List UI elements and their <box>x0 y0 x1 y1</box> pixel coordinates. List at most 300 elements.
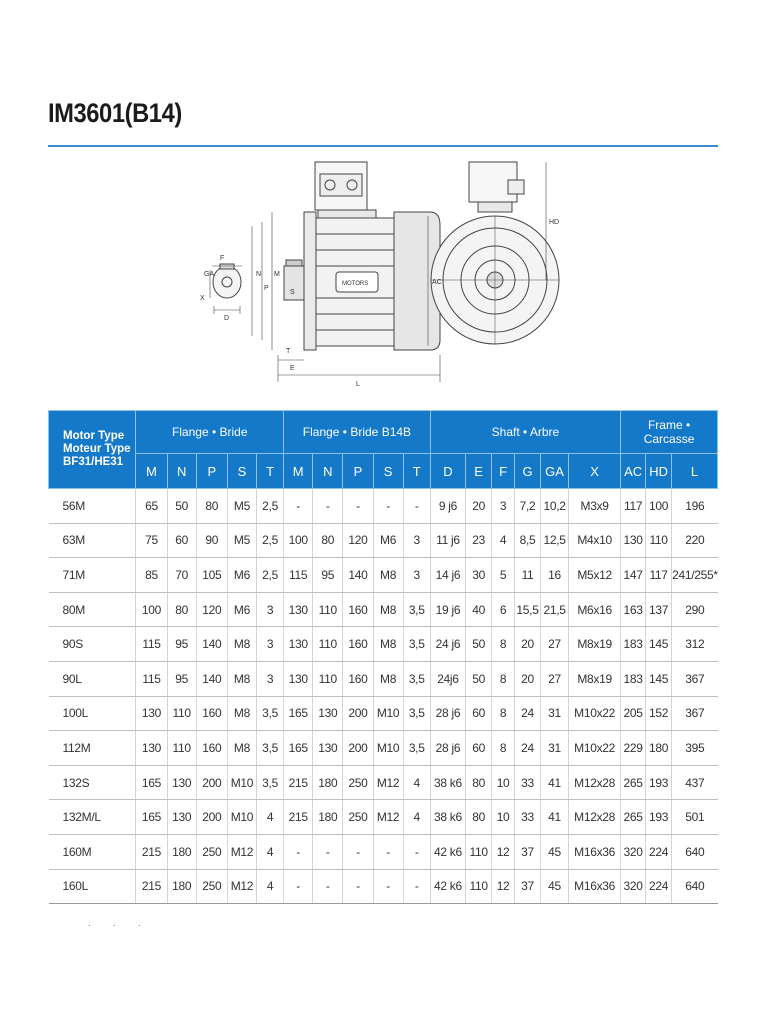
dim-label-f: F <box>220 255 225 262</box>
table-cell: 14 j6 <box>430 558 465 593</box>
table-cell: M6x16 <box>569 592 621 627</box>
motor-type-line: Motor Type <box>63 430 125 442</box>
table-cell: 193 <box>646 765 672 800</box>
table-cell: 70 <box>167 558 196 593</box>
table-cell: M16x36 <box>569 869 621 904</box>
table-cell: 145 <box>646 627 672 662</box>
table-cell: 10 <box>492 765 515 800</box>
table-cell: M10 <box>227 800 256 835</box>
motor-type-cell: 90L <box>49 661 136 696</box>
table-cell: 8 <box>492 696 515 731</box>
table-cell: 3,5 <box>403 592 430 627</box>
motor-type-cell: 160M <box>49 834 136 869</box>
table-cell: 95 <box>313 558 343 593</box>
table-cell: 200 <box>343 696 373 731</box>
table-cell: 3,5 <box>403 627 430 662</box>
table-cell: 145 <box>646 661 672 696</box>
table-cell: 110 <box>167 696 196 731</box>
table-cell: 2,5 <box>257 558 284 593</box>
table-group-header-row <box>49 411 718 454</box>
dim-label-s: S <box>290 289 295 296</box>
motor-type-cell: 160L <box>49 869 136 904</box>
table-cell: 220 <box>672 523 718 558</box>
column-header: M <box>284 454 313 489</box>
table-cell: 140 <box>196 661 227 696</box>
table-cell: 4 <box>492 523 515 558</box>
table-cell: 250 <box>196 834 227 869</box>
column-header: N <box>167 454 196 489</box>
table-cell: 367 <box>672 696 718 731</box>
table-cell: 3 <box>257 592 284 627</box>
table-row <box>49 696 718 731</box>
table-cell: 15,5 <box>515 592 541 627</box>
table-cell: 20 <box>515 627 541 662</box>
table-cell: 60 <box>167 523 196 558</box>
table-cell: M12 <box>373 765 403 800</box>
table-cell: 130 <box>313 731 343 766</box>
table-row <box>49 627 718 662</box>
table-cell: 224 <box>646 834 672 869</box>
table-cell: 24j6 <box>430 661 465 696</box>
table-cell: 28 j6 <box>430 696 465 731</box>
table-cell: 31 <box>541 696 569 731</box>
column-header: M <box>136 454 167 489</box>
table-cell: M12 <box>373 800 403 835</box>
table-cell: 165 <box>136 765 167 800</box>
table-cell: M12 <box>227 869 256 904</box>
table-cell: 3,5 <box>403 661 430 696</box>
table-column-header-row <box>49 454 718 489</box>
table-cell: 265 <box>621 765 646 800</box>
column-header: GA <box>541 454 569 489</box>
motor-type-cell: 100L <box>49 696 136 731</box>
table-cell: 105 <box>196 558 227 593</box>
table-row <box>49 489 718 524</box>
table-cell: 8,5 <box>515 523 541 558</box>
table-cell: 24 j6 <box>430 627 465 662</box>
table-cell: 320 <box>621 834 646 869</box>
dim-label-p: P <box>264 285 269 292</box>
table-cell: 100 <box>646 489 672 524</box>
table-cell: 640 <box>672 869 718 904</box>
table-cell: 45 <box>541 869 569 904</box>
table-cell: 165 <box>136 800 167 835</box>
table-cell: 85 <box>136 558 167 593</box>
column-header: P <box>343 454 373 489</box>
table-cell: 4 <box>257 834 284 869</box>
motor-type-cell: 80M <box>49 592 136 627</box>
table-cell: 130 <box>136 696 167 731</box>
table-cell: 130 <box>136 731 167 766</box>
dim-label-hd: HD <box>549 219 560 226</box>
table-cell: 3 <box>257 627 284 662</box>
table-cell: 50 <box>466 627 492 662</box>
table-cell: 120 <box>343 523 373 558</box>
table-cell: 30 <box>466 558 492 593</box>
table-cell: 183 <box>621 627 646 662</box>
table-cell: 4 <box>403 765 430 800</box>
table-cell: 250 <box>343 765 373 800</box>
table-cell: - <box>313 489 343 524</box>
table-cell: 100 <box>136 592 167 627</box>
table-cell: M8x19 <box>569 661 621 696</box>
table-cell: 24 <box>515 731 541 766</box>
table-cell: M8 <box>373 661 403 696</box>
table-cell: 20 <box>466 489 492 524</box>
table-cell: 110 <box>466 869 492 904</box>
table-cell: 42 k6 <box>430 834 465 869</box>
table-cell: 130 <box>284 661 313 696</box>
table-cell: 117 <box>621 489 646 524</box>
table-cell: 110 <box>313 592 343 627</box>
shaft-end-view <box>210 264 242 314</box>
table-cell: 40 <box>466 592 492 627</box>
dim-label-d: D <box>224 315 230 322</box>
table-cell: - <box>343 869 373 904</box>
table-cell: 130 <box>313 696 343 731</box>
table-cell: 8 <box>492 627 515 662</box>
table-cell: 80 <box>466 800 492 835</box>
table-cell: M8x19 <box>569 627 621 662</box>
table-cell: 80 <box>196 489 227 524</box>
column-header: T <box>257 454 284 489</box>
table-row <box>49 661 718 696</box>
table-cell: 4 <box>257 869 284 904</box>
dim-label-n: N <box>256 271 262 278</box>
table-cell: 193 <box>646 800 672 835</box>
table-cell: 120 <box>196 592 227 627</box>
table-cell: 11 <box>515 558 541 593</box>
dim-label-e: E <box>290 365 295 372</box>
motor-type-cell: 112M <box>49 731 136 766</box>
table-cell: 115 <box>284 558 313 593</box>
table-cell: - <box>313 834 343 869</box>
table-cell: - <box>403 489 430 524</box>
table-cell: 60 <box>466 731 492 766</box>
table-row <box>49 834 718 869</box>
motor-type-cell: 56M <box>49 489 136 524</box>
table-cell: M16x36 <box>569 834 621 869</box>
dim-label-l: L <box>356 381 360 388</box>
table-cell: 95 <box>167 661 196 696</box>
column-header: N <box>313 454 343 489</box>
table-cell: 31 <box>541 731 569 766</box>
table-cell: 41 <box>541 800 569 835</box>
table-cell: - <box>403 834 430 869</box>
table-cell: 37 <box>515 834 541 869</box>
table-cell: 130 <box>621 523 646 558</box>
table-cell: M8 <box>227 627 256 662</box>
table-cell: 4 <box>403 800 430 835</box>
table-cell: 80 <box>313 523 343 558</box>
table-cell: - <box>313 869 343 904</box>
table-cell: 200 <box>343 731 373 766</box>
table-cell: 115 <box>136 627 167 662</box>
table-cell: M12x28 <box>569 800 621 835</box>
table-cell: 37 <box>515 869 541 904</box>
table-row <box>49 523 718 558</box>
table-cell: M8 <box>373 558 403 593</box>
dim-label-x: X <box>200 295 205 302</box>
column-header: E <box>466 454 492 489</box>
table-cell: 27 <box>541 661 569 696</box>
table-cell: 215 <box>284 800 313 835</box>
footer-marks: . . . <box>88 918 151 928</box>
table-row <box>49 800 718 835</box>
table-cell: 110 <box>313 627 343 662</box>
table-cell: 8 <box>492 731 515 766</box>
motor-type-line: BF31/HE31 <box>63 456 124 468</box>
table-cell: - <box>373 869 403 904</box>
table-cell: 180 <box>167 869 196 904</box>
table-cell: 24 <box>515 696 541 731</box>
table-cell: 4 <box>257 800 284 835</box>
table-cell: 7,2 <box>515 489 541 524</box>
table-row <box>49 765 718 800</box>
table-row <box>49 592 718 627</box>
table-cell: 395 <box>672 731 718 766</box>
column-header: AC <box>621 454 646 489</box>
table-cell: 33 <box>515 765 541 800</box>
table-cell: M8 <box>227 661 256 696</box>
table-cell: M6 <box>373 523 403 558</box>
table-cell: 250 <box>196 869 227 904</box>
table-cell: 50 <box>167 489 196 524</box>
table-cell: 16 <box>541 558 569 593</box>
table-cell: 130 <box>284 592 313 627</box>
table-cell: 183 <box>621 661 646 696</box>
table-cell: 10,2 <box>541 489 569 524</box>
table-cell: 95 <box>167 627 196 662</box>
table-cell: 5 <box>492 558 515 593</box>
table-cell: 9 j6 <box>430 489 465 524</box>
title-divider <box>48 145 718 147</box>
motor-type-cell: 71M <box>49 558 136 593</box>
table-cell: 140 <box>196 627 227 662</box>
table-cell: 12 <box>492 834 515 869</box>
table-cell: - <box>343 834 373 869</box>
dim-label-t: T <box>286 348 291 355</box>
table-cell: 3,5 <box>403 696 430 731</box>
motor-dimension-drawing <box>190 150 570 400</box>
table-cell: M5x12 <box>569 558 621 593</box>
table-cell: M3x9 <box>569 489 621 524</box>
table-cell: 137 <box>646 592 672 627</box>
table-cell: 224 <box>646 869 672 904</box>
column-header: S <box>373 454 403 489</box>
table-cell: 165 <box>284 731 313 766</box>
column-header: HD <box>646 454 672 489</box>
column-header: X <box>569 454 621 489</box>
table-cell: 501 <box>672 800 718 835</box>
table-row <box>49 731 718 766</box>
table-cell: 3 <box>403 558 430 593</box>
table-cell: 6 <box>492 592 515 627</box>
table-cell: 196 <box>672 489 718 524</box>
group-header: Flange • Bride <box>136 411 284 454</box>
table-cell: 165 <box>284 696 313 731</box>
table-cell: M4x10 <box>569 523 621 558</box>
table-cell: M8 <box>227 696 256 731</box>
table-cell: 38 k6 <box>430 800 465 835</box>
table-cell: 367 <box>672 661 718 696</box>
table-cell: 50 <box>466 661 492 696</box>
column-header: P <box>196 454 227 489</box>
table-cell: 115 <box>136 661 167 696</box>
column-header: G <box>515 454 541 489</box>
motor-type-cell: 132M/L <box>49 800 136 835</box>
motor-side-view <box>252 162 440 382</box>
table-cell: 130 <box>167 800 196 835</box>
table-cell: 215 <box>136 869 167 904</box>
table-cell: 41 <box>541 765 569 800</box>
table-cell: - <box>373 834 403 869</box>
table-cell: 42 k6 <box>430 869 465 904</box>
group-header: Flange • Bride B14B <box>284 411 431 454</box>
table-cell: 60 <box>466 696 492 731</box>
page-title: IM3601(B14) <box>48 98 182 128</box>
column-header: T <box>403 454 430 489</box>
table-cell: 65 <box>136 489 167 524</box>
table-cell: M8 <box>373 627 403 662</box>
table-cell: 12,5 <box>541 523 569 558</box>
table-cell: 180 <box>313 765 343 800</box>
table-cell: 27 <box>541 627 569 662</box>
table-cell: 11 j6 <box>430 523 465 558</box>
table-cell: 205 <box>621 696 646 731</box>
table-cell: 312 <box>672 627 718 662</box>
column-header: S <box>227 454 256 489</box>
table-cell: 640 <box>672 834 718 869</box>
table-cell: - <box>284 489 313 524</box>
table-cell: 163 <box>621 592 646 627</box>
table-cell: 250 <box>343 800 373 835</box>
table-cell: 200 <box>196 765 227 800</box>
table-cell: 180 <box>167 834 196 869</box>
table-cell: 23 <box>466 523 492 558</box>
table-cell: 80 <box>466 765 492 800</box>
table-cell: 229 <box>621 731 646 766</box>
dim-label-m: M <box>274 271 280 278</box>
column-header: D <box>430 454 465 489</box>
table-cell: 3 <box>492 489 515 524</box>
group-header: Shaft • Arbre <box>430 411 620 454</box>
table-cell: 160 <box>196 696 227 731</box>
table-cell: M10 <box>227 765 256 800</box>
dim-label-ac: AC <box>432 279 442 286</box>
table-cell: 45 <box>541 834 569 869</box>
table-cell: 117 <box>646 558 672 593</box>
motor-type-cell: 90S <box>49 627 136 662</box>
table-cell: 140 <box>343 558 373 593</box>
table-row <box>49 558 718 593</box>
table-cell: 110 <box>466 834 492 869</box>
table-row <box>49 869 718 904</box>
table-cell: - <box>403 869 430 904</box>
table-cell: - <box>343 489 373 524</box>
table-cell: 33 <box>515 800 541 835</box>
table-cell: 28 j6 <box>430 731 465 766</box>
motor-type-header <box>49 411 136 489</box>
table-cell: 110 <box>646 523 672 558</box>
column-header: L <box>672 454 718 489</box>
table-cell: 130 <box>167 765 196 800</box>
table-cell: M5 <box>227 523 256 558</box>
table-cell: 19 j6 <box>430 592 465 627</box>
table-cell: 2,5 <box>257 523 284 558</box>
table-cell: 290 <box>672 592 718 627</box>
table-cell: 130 <box>284 627 313 662</box>
table-cell: 12 <box>492 869 515 904</box>
table-cell: 241/255* <box>672 558 718 593</box>
table-cell: M12x28 <box>569 765 621 800</box>
table-cell: 8 <box>492 661 515 696</box>
table-cell: 75 <box>136 523 167 558</box>
table-cell: 200 <box>196 800 227 835</box>
table-cell: - <box>284 834 313 869</box>
group-header: Frame • Carcasse <box>621 411 718 454</box>
table-cell: 3,5 <box>257 696 284 731</box>
table-cell: 90 <box>196 523 227 558</box>
table-cell: 160 <box>343 592 373 627</box>
table-cell: 160 <box>196 731 227 766</box>
table-cell: 180 <box>313 800 343 835</box>
table-cell: M6 <box>227 558 256 593</box>
table-cell: 3 <box>257 661 284 696</box>
motor-type-cell: 132S <box>49 765 136 800</box>
table-cell: 110 <box>313 661 343 696</box>
table-cell: 265 <box>621 800 646 835</box>
table-cell: 110 <box>167 731 196 766</box>
table-cell: M10 <box>373 731 403 766</box>
table-cell: 80 <box>167 592 196 627</box>
table-cell: 215 <box>136 834 167 869</box>
table-cell: M10 <box>373 696 403 731</box>
dim-label-ga: GA <box>204 271 215 278</box>
table-cell: 20 <box>515 661 541 696</box>
table-cell: 21,5 <box>541 592 569 627</box>
table-cell: 3,5 <box>257 731 284 766</box>
table-cell: 100 <box>284 523 313 558</box>
table-cell: 320 <box>621 869 646 904</box>
table-cell: 3,5 <box>257 765 284 800</box>
table-cell: M5 <box>227 489 256 524</box>
table-cell: M10x22 <box>569 696 621 731</box>
table-cell: 38 k6 <box>430 765 465 800</box>
dimension-table <box>48 410 718 904</box>
motor-type-line: Moteur Type <box>63 443 131 455</box>
table-cell: 160 <box>343 661 373 696</box>
table-cell: 3,5 <box>403 731 430 766</box>
table-cell: 160 <box>343 627 373 662</box>
table-cell: 147 <box>621 558 646 593</box>
table-cell: 2,5 <box>257 489 284 524</box>
table-cell: 437 <box>672 765 718 800</box>
table-cell: 180 <box>646 731 672 766</box>
table-cell: 215 <box>284 765 313 800</box>
table-cell: - <box>284 869 313 904</box>
table-cell: 152 <box>646 696 672 731</box>
table-cell: M8 <box>373 592 403 627</box>
table-cell: 3 <box>403 523 430 558</box>
column-header: F <box>492 454 515 489</box>
table-cell: M10x22 <box>569 731 621 766</box>
table-cell: M12 <box>227 834 256 869</box>
motor-type-cell: 63M <box>49 523 136 558</box>
brand-label: MOTORS <box>342 281 369 287</box>
table-cell: 10 <box>492 800 515 835</box>
motor-front-view <box>431 162 559 344</box>
